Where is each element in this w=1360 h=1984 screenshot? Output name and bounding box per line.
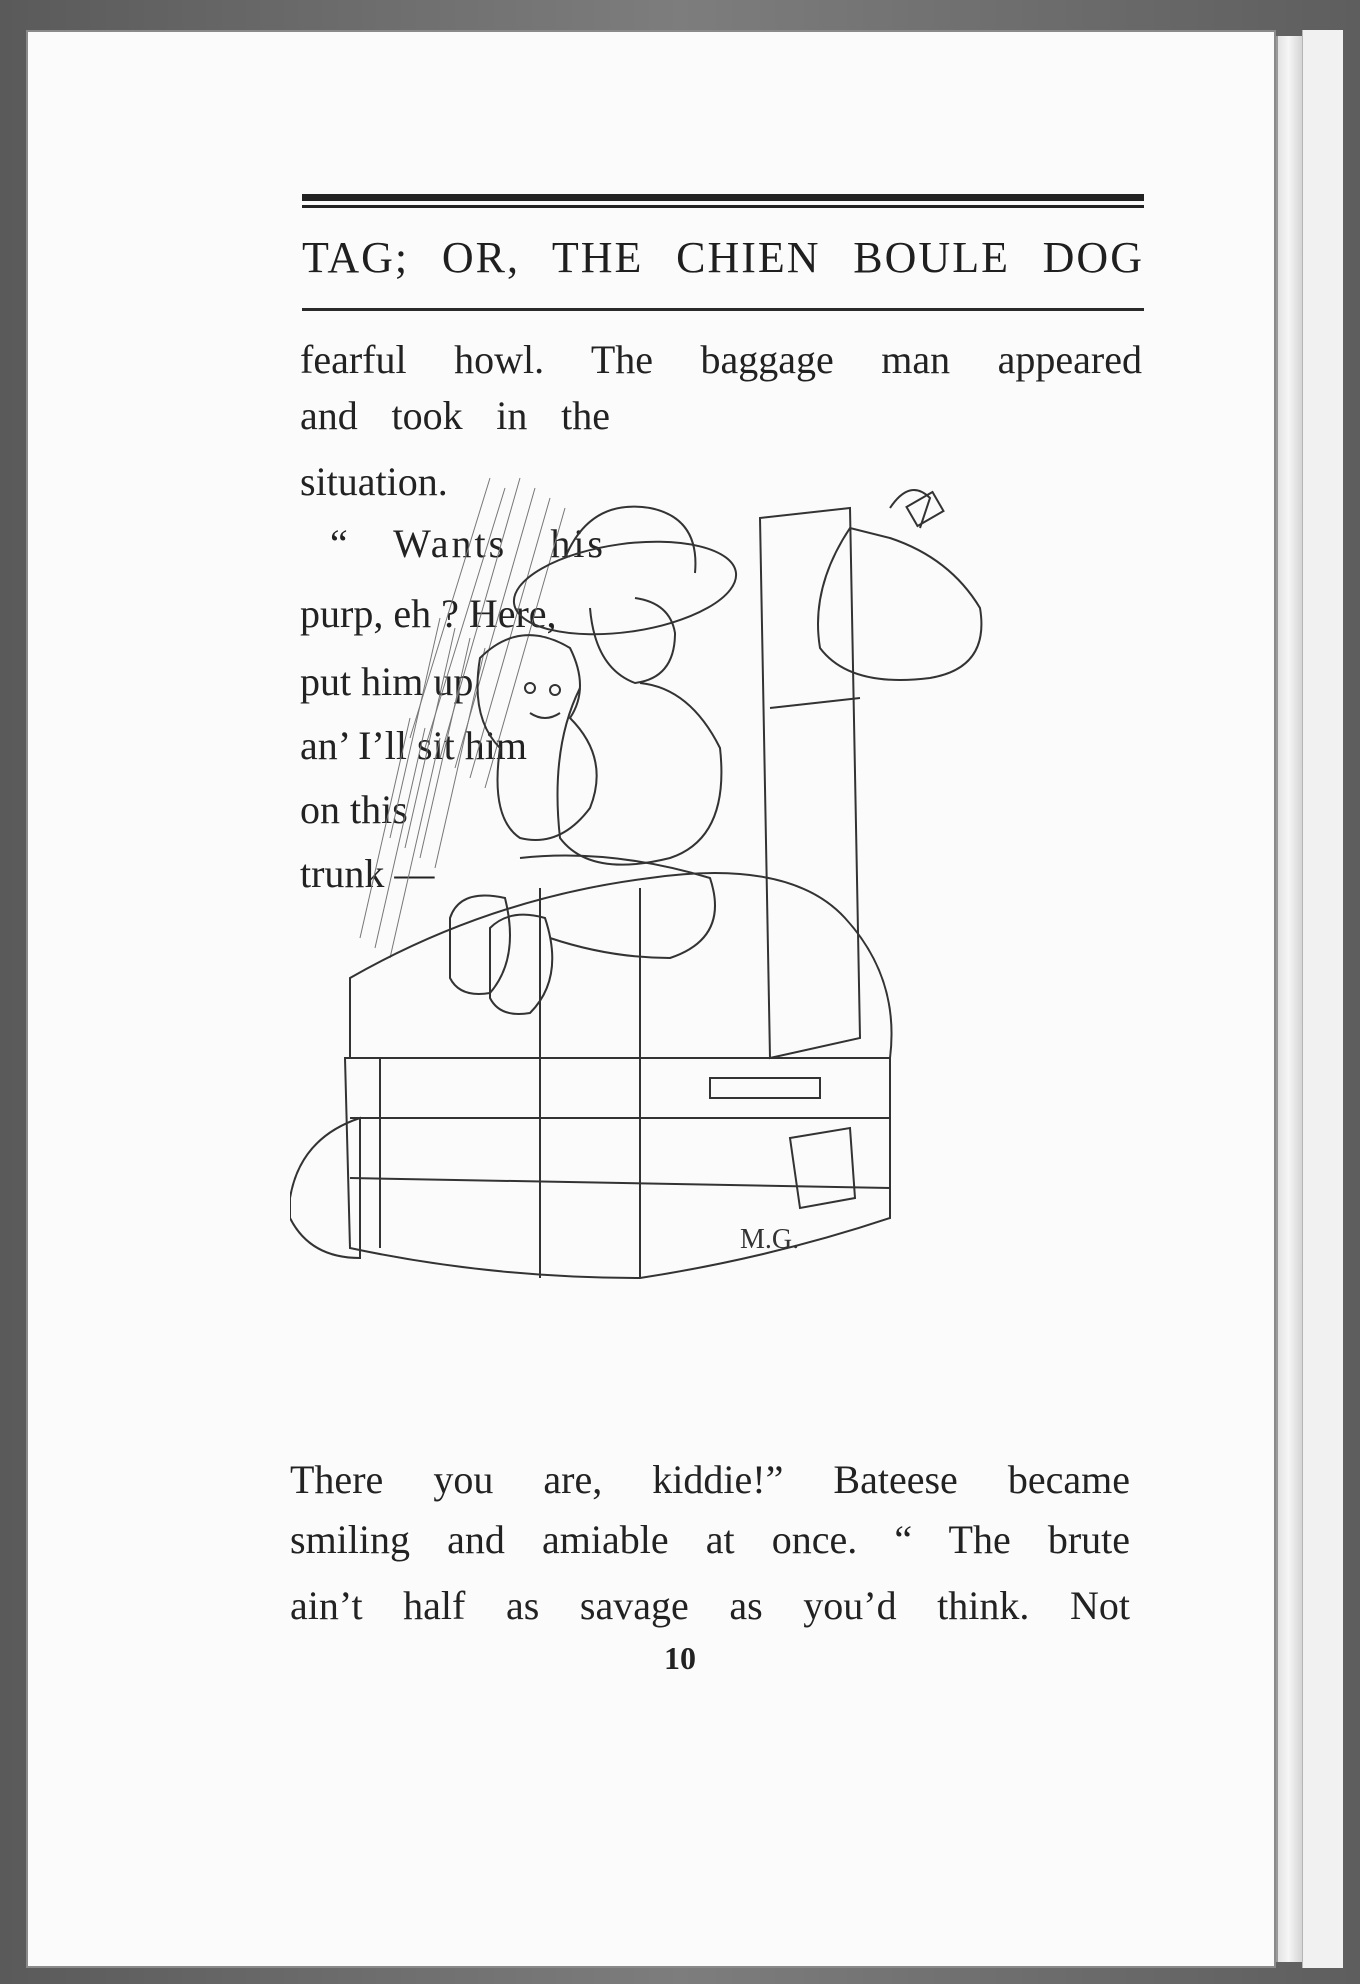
boy-with-dog-on-trunk-illustration: [290, 418, 1130, 1410]
body-line-8: on this: [300, 787, 408, 832]
body-line-9: trunk —: [300, 851, 435, 896]
body-line-6: put him up: [300, 659, 474, 704]
dog: [478, 635, 597, 840]
hanging-bag: [818, 528, 981, 680]
boy-face: [590, 598, 675, 683]
running-head: TAG; OR, THE CHIEN BOULE DOG: [302, 233, 1144, 282]
body-line-10: There you are, kiddie!” Bateese became: [290, 1457, 1130, 1502]
boy-hat: [508, 529, 742, 647]
trunk-lid: [350, 873, 892, 1058]
body-line-12: ain’t half as savage as you’d think. Not: [290, 1583, 1130, 1628]
body-line-2: and took in the: [300, 393, 610, 438]
trunk-handle: [710, 1078, 820, 1098]
body-line-11: smiling and amiable at once. “ The brute: [290, 1517, 1130, 1562]
body-line-1: fearful howl. The baggage man appeared: [300, 337, 1142, 382]
boot-right: [490, 915, 552, 1014]
header-rule: [302, 194, 1144, 212]
page-number: 10: [664, 1640, 696, 1676]
background-hatching: [360, 478, 565, 958]
luggage-tag: [790, 1128, 855, 1208]
boy-body: [558, 683, 722, 865]
body-line-4: “ Wants his: [330, 521, 606, 566]
body-line-3: situation.: [300, 459, 448, 504]
next-page-edge: [1302, 30, 1343, 1968]
pillar: [760, 508, 860, 1058]
header-underline: [302, 308, 1144, 311]
body-line-5: purp, eh ? Here,: [300, 591, 557, 636]
illustrator-signature: M.G.: [740, 1224, 800, 1255]
body-line-7: an’ I’ll sit him: [300, 723, 527, 768]
trunk-body: [345, 1058, 890, 1278]
boy-legs: [520, 856, 715, 959]
